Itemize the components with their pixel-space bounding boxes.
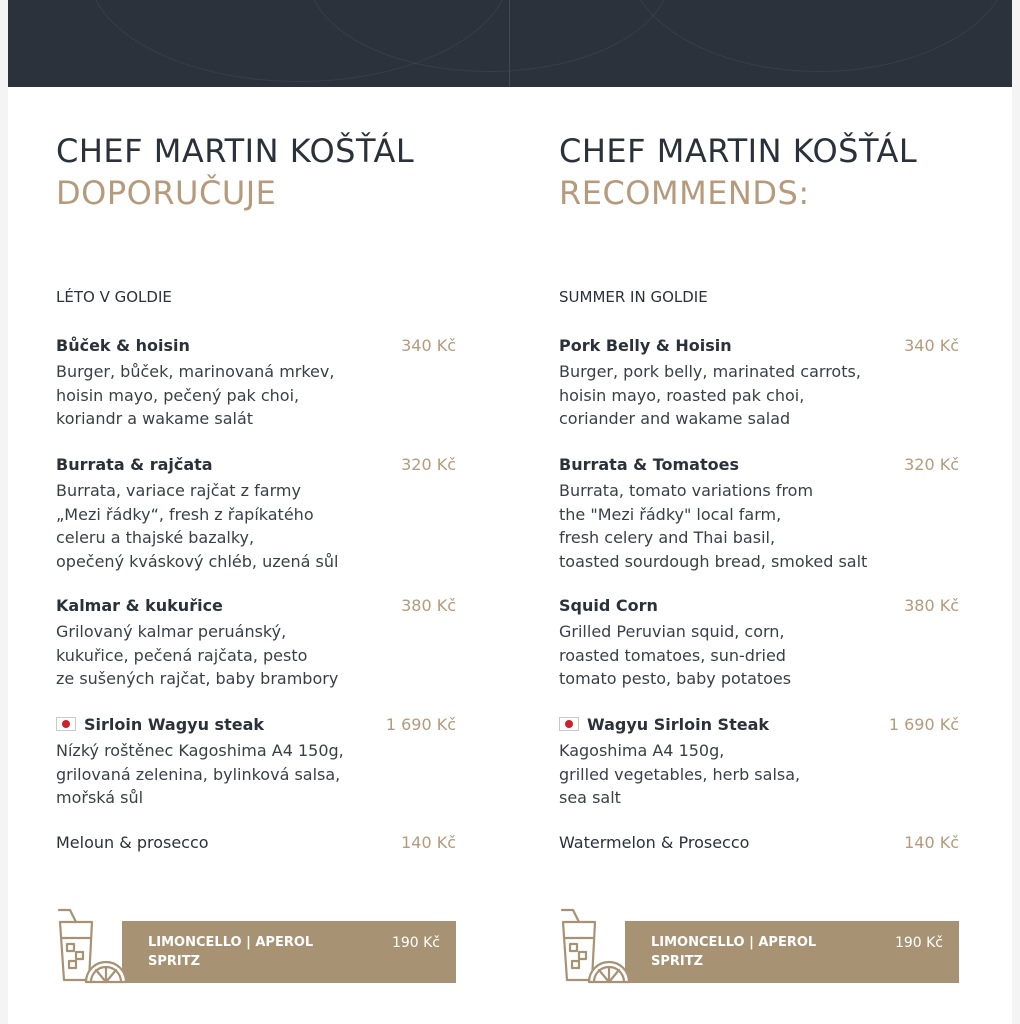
menu-item <box>559 596 959 691</box>
item-desc-line: koriandr a wakame salát <box>56 409 254 428</box>
item-desc-line: coriander and wakame salad <box>559 409 791 428</box>
item-desc-line: hoisin mayo, roasted pak choi, <box>559 385 805 405</box>
item-price: 1 690 Kč <box>888 715 959 734</box>
menu-column-english <box>559 0 979 1024</box>
promo-label: LIMONCELLO | APEROL <box>651 935 817 950</box>
promo-price: 190 Kč <box>894 935 943 951</box>
item-desc-line: tomato pesto, baby potatoes <box>559 669 792 688</box>
menu-item <box>56 833 456 857</box>
chef-subtitle: RECOMMENDS: <box>559 174 810 212</box>
item-desc-line: roasted tomatoes, sun-dried <box>559 645 786 665</box>
item-desc-line: Kagoshima A4 150g, <box>559 741 725 760</box>
item-desc-line: ze sušených rajčat, baby brambory <box>56 669 339 688</box>
promo-band <box>122 921 456 983</box>
promo-label: LIMONCELLO | APEROL <box>148 935 314 950</box>
item-name: Burrata & rajčata <box>56 455 213 474</box>
item-price: 380 Kč <box>904 596 959 615</box>
menu-item <box>56 715 456 810</box>
promo-label: SPRITZ <box>651 954 704 969</box>
menu-item <box>56 336 456 431</box>
item-price: 320 Kč <box>904 455 959 474</box>
item-name: Sirloin Wagyu steak <box>84 715 264 734</box>
japan-flag-icon <box>559 717 579 731</box>
promo-banner <box>56 906 456 986</box>
item-desc-line: sea salt <box>559 788 621 807</box>
promo-band <box>625 921 959 983</box>
item-name: Wagyu Sirloin Steak <box>587 715 769 734</box>
menu-item <box>559 455 959 573</box>
item-desc-line: hoisin mayo, pečený pak choi, <box>56 385 300 405</box>
item-desc-line: Burger, bůček, marinovaná mrkev, <box>56 362 335 381</box>
chef-title: CHEF MARTIN KOŠŤÁL <box>559 132 918 170</box>
item-name-with-flag <box>559 715 769 734</box>
cocktail-glass-icon <box>56 906 136 986</box>
item-price: 320 Kč <box>401 455 456 474</box>
item-desc-line: the "Mezi řádky" local farm, <box>559 504 782 524</box>
menu-column-czech <box>56 0 476 1024</box>
header-divider <box>509 0 510 87</box>
item-desc-line: Grilled Peruvian squid, corn, <box>559 622 785 641</box>
section-heading: SUMMER IN GOLDIE <box>559 288 708 306</box>
promo-price: 190 Kč <box>391 935 440 951</box>
item-name: Kalmar & kukuřice <box>56 596 223 615</box>
item-desc-line: Burrata, tomato variations from <box>559 481 814 500</box>
item-price: 340 Kč <box>904 336 959 355</box>
item-desc-line: fresh celery and Thai basil, <box>559 528 776 547</box>
item-name: Pork Belly & Hoisin <box>559 336 732 355</box>
item-price: 380 Kč <box>401 596 456 615</box>
cocktail-glass-icon <box>559 906 639 986</box>
menu-item <box>559 715 959 810</box>
item-price: 140 Kč <box>401 833 456 852</box>
menu-item <box>56 455 456 573</box>
item-desc-line: kukuřice, pečená rajčata, pesto <box>56 645 308 665</box>
item-desc-line: grilovaná zelenina, bylinková salsa, <box>56 764 341 784</box>
menu-item <box>559 336 959 431</box>
item-desc-line: mořská sůl <box>56 788 144 807</box>
item-price: 140 Kč <box>904 833 959 852</box>
item-desc-line: opečený kváskový chléb, uzená sůl <box>56 551 339 571</box>
menu-item <box>56 596 456 691</box>
item-desc-line: celeru a thajské bazalky, <box>56 528 255 547</box>
item-desc-line: Grilovaný kalmar peruánský, <box>56 622 287 641</box>
item-desc-line: Burger, pork belly, marinated carrots, <box>559 362 861 381</box>
item-name: Meloun & prosecco <box>56 833 209 852</box>
promo-label: SPRITZ <box>148 954 201 969</box>
item-name: Watermelon & Prosecco <box>559 833 750 852</box>
item-desc-line: grilled vegetables, herb salsa, <box>559 764 801 784</box>
item-desc-line: Burrata, variace rajčat z farmy <box>56 481 301 500</box>
item-name: Burrata & Tomatoes <box>559 455 739 474</box>
item-desc-line: „Mezi řádky“, fresh z řapíkatého <box>56 504 314 524</box>
item-desc-line: toasted sourdough bread, smoked salt <box>559 551 868 571</box>
item-name: Squid Corn <box>559 596 658 615</box>
chef-subtitle: DOPORUČUJE <box>56 174 277 212</box>
item-desc-line: Nízký roštěnec Kagoshima A4 150g, <box>56 741 344 760</box>
chef-title: CHEF MARTIN KOŠŤÁL <box>56 132 415 170</box>
item-price: 1 690 Kč <box>385 715 456 734</box>
japan-flag-icon <box>56 717 76 731</box>
item-name-with-flag <box>56 715 264 734</box>
item-name: Bůček & hoisin <box>56 336 190 355</box>
menu-item <box>559 833 959 857</box>
promo-banner <box>559 906 959 986</box>
section-heading: LÉTO V GOLDIE <box>56 288 172 306</box>
item-price: 340 Kč <box>401 336 456 355</box>
